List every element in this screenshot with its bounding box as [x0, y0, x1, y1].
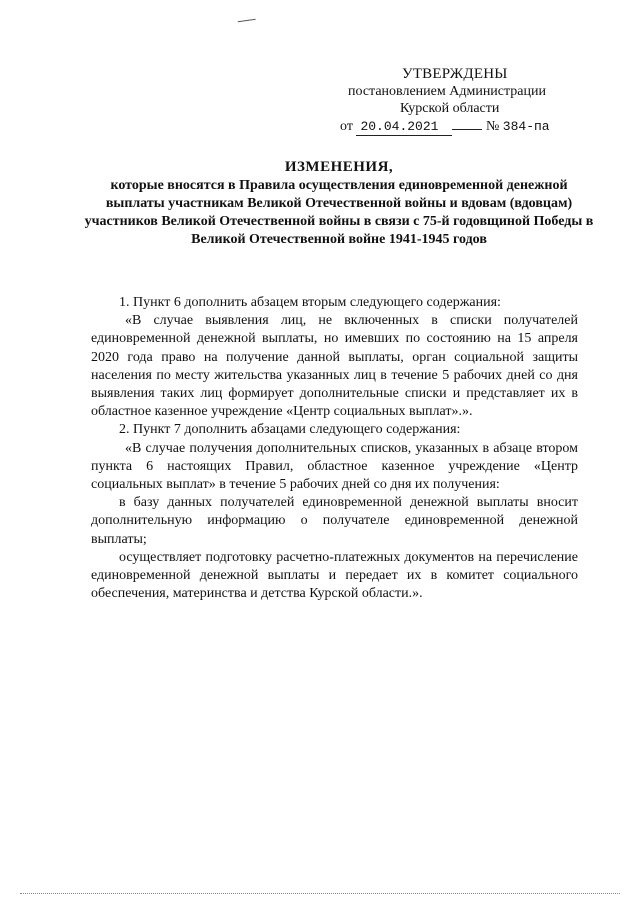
scan-artifact-bottom	[20, 893, 620, 896]
heading-title: ИЗМЕНЕНИЯ,	[284, 159, 394, 175]
paragraph-6: осуществляет подготовку расчетно-платежных документов на перечисление единовременной денежной выплаты и передает их в комитет социального обеспечения, материнства и детства Курской области.».	[91, 549, 578, 602]
paragraph-4: «В случае получения дополнительных списков, указанных в абзаце втором пункта 6 настоящих Правил, областное казенное учреждение «Центр социальных выплат» в течение 5 рабочих дней со дня их получения:	[91, 440, 578, 493]
paragraph-3: 2. Пункт 7 дополнить абзацами следующего содержания:	[119, 422, 461, 438]
paragraph-1: 1. Пункт 6 дополнить абзацем вторым следующего содержания:	[119, 295, 501, 310]
approval-title: УТВЕРЖДЕНЫ	[402, 66, 508, 82]
approval-date: 20.04.2021	[356, 118, 452, 136]
approval-issuer: постановлением Администрации	[348, 84, 546, 99]
approval-block	[340, 66, 580, 136]
scan-artifact-mark	[238, 19, 257, 26]
approval-region: Курской области	[400, 101, 500, 116]
from-label: от	[340, 119, 353, 134]
paragraph-5: в базу данных получателей единовременной денежной выплаты вносит дополнительную информацию о получателе единовременной денежной выплаты;	[91, 495, 578, 547]
approval-number: 384-па	[502, 119, 550, 134]
document-body	[91, 294, 578, 603]
approval-date-number	[340, 118, 580, 136]
document-heading	[84, 158, 594, 249]
date-underline	[452, 129, 482, 130]
heading-subtitle: которые вносятся в Правила осуществления единовременной денежной выплаты участникам Великой Отечественной войны и вдовам (вдовцам) участников Великой Отечественной войны в связи с 75-й годовщиной Победы в Великой Отечественной войне 1941-1945 годов	[84, 178, 594, 247]
paragraph-2: «В случае выявления лиц, не включенных в списки получателей единовременной денежной выплаты, но имевших по состоянию на 15 апреля 2020 года право на получение данной выплаты, орган социальной защиты населения по месту жительства указанных лиц в течение 5 рабочих дней со дня выявления таких лиц формирует дополнительные списки и представляет их в областное казенное учреждение «Центр социальных выплат».».	[91, 313, 578, 420]
number-label: №	[485, 119, 500, 134]
